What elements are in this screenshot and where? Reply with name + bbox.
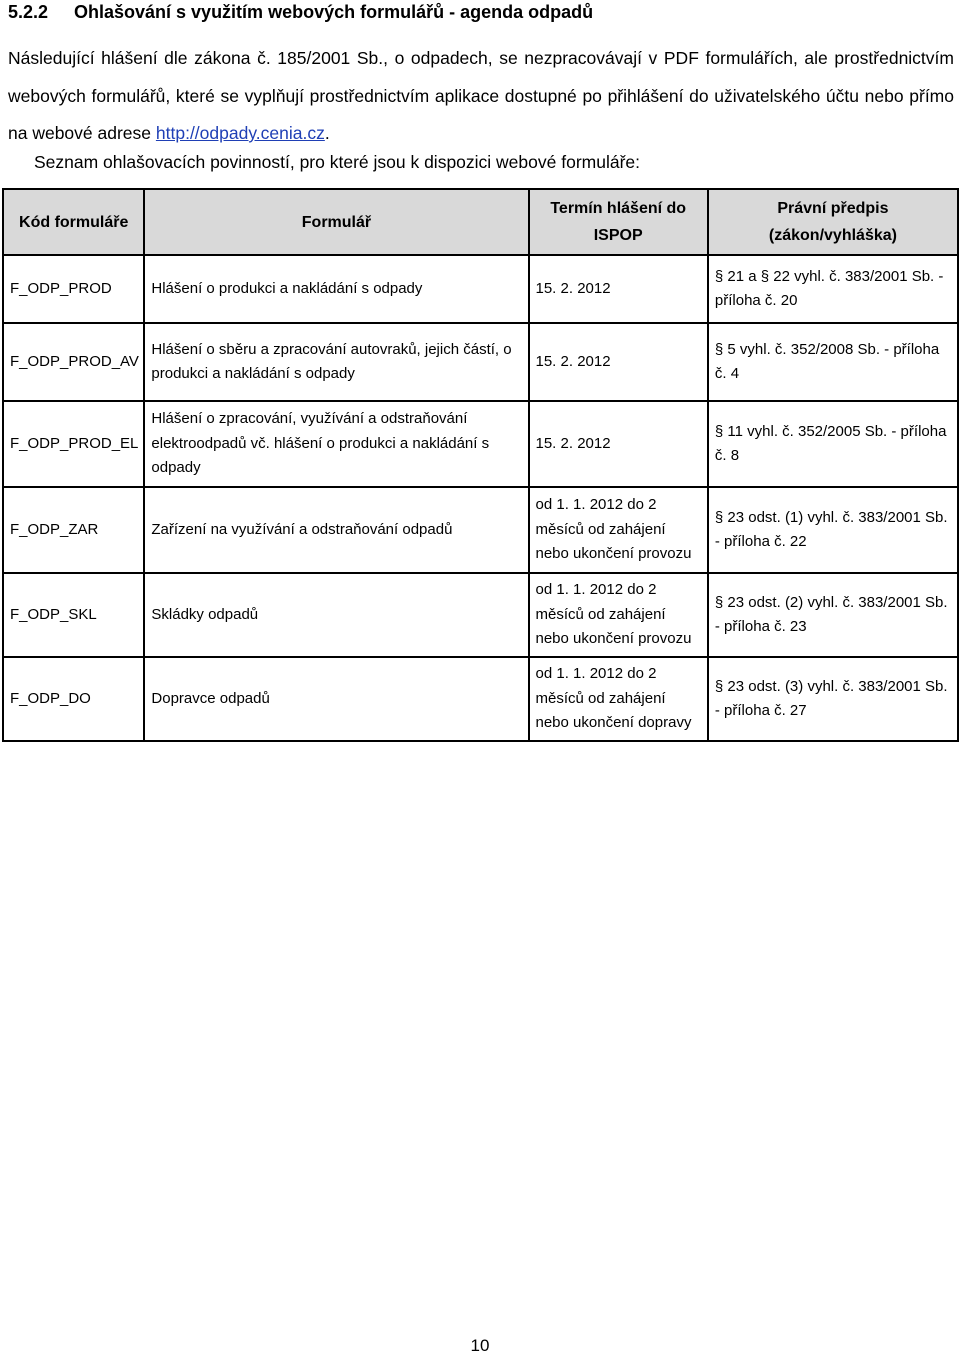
cell-law: § 23 odst. (3) vyhl. č. 383/2001 Sb. - příloha č. 27	[708, 657, 958, 741]
cell-term: od 1. 1. 2012 do 2 měsíců od zahájení nebo ukončení provozu	[529, 487, 708, 573]
cell-form: Hlášení o produkci a nakládání s odpady	[144, 255, 528, 323]
cell-code: F_ODP_SKL	[3, 573, 144, 657]
cell-law: § 23 odst. (2) vyhl. č. 383/2001 Sb. - příloha č. 23	[708, 573, 958, 657]
cell-law: § 11 vyhl. č. 352/2005 Sb. - příloha č. 8	[708, 401, 958, 487]
cell-code: F_ODP_PROD	[3, 255, 144, 323]
header-form: Formulář	[144, 189, 528, 255]
cell-form: Dopravce odpadů	[144, 657, 528, 741]
cell-term: 15. 2. 2012	[529, 401, 708, 487]
cell-form: Zařízení na využívání a odstraňování odpadů	[144, 487, 528, 573]
cell-term: 15. 2. 2012	[529, 255, 708, 323]
list-intro: Seznam ohlašovacích povinností, pro které jsou k dispozici webové formuláře:	[34, 152, 640, 172]
table-row	[3, 657, 958, 741]
table-row	[3, 255, 958, 323]
cell-term: od 1. 1. 2012 do 2 měsíců od zahájení nebo ukončení dopravy	[529, 657, 708, 741]
cell-form: Hlášení o zpracování, využívání a odstraňování elektroodpadů vč. hlášení o produkci a nakládání s odpady	[144, 401, 528, 487]
cell-law: § 5 vyhl. č. 352/2008 Sb. - příloha č. 4	[708, 323, 958, 401]
forms-table	[2, 188, 959, 742]
cell-code: F_ODP_ZAR	[3, 487, 144, 573]
cell-term: od 1. 1. 2012 do 2 měsíců od zahájení nebo ukončení provozu	[529, 573, 708, 657]
table-header-row	[3, 189, 958, 255]
table-row	[3, 323, 958, 401]
section-title: Ohlašování s využitím webových formulářů - agenda odpadů	[74, 2, 594, 22]
cell-code: F_ODP_PROD_EL	[3, 401, 144, 487]
header-term: Termín hlášení do ISPOP	[529, 189, 708, 255]
cell-code: F_ODP_PROD_AV	[3, 323, 144, 401]
cell-law: § 23 odst. (1) vyhl. č. 383/2001 Sb. - příloha č. 22	[708, 487, 958, 573]
cell-form: Skládky odpadů	[144, 573, 528, 657]
section-number: 5.2.2	[8, 2, 49, 22]
table-row	[3, 487, 958, 573]
cell-law: § 21 a § 22 vyhl. č. 383/2001 Sb. - příloha č. 20	[708, 255, 958, 323]
cell-code: F_ODP_DO	[3, 657, 144, 741]
table-row	[3, 573, 958, 657]
header-law: Právní předpis (zákon/vyhláška)	[708, 189, 958, 255]
intro-paragraph	[8, 40, 954, 153]
table-row	[3, 401, 958, 487]
section-heading	[8, 0, 593, 24]
page-number: 10	[470, 1336, 490, 1355]
cell-form: Hlášení o sběru a zpracování autovraků, jejich částí, o produkci a nakládání s odpady	[144, 323, 528, 401]
header-code: Kód formuláře	[3, 189, 144, 255]
cell-term: 15. 2. 2012	[529, 323, 708, 401]
odpady-cenia-link[interactable]: http://odpady.cenia.cz	[155, 123, 325, 143]
intro-text: Následující hlášení dle zákona č. 185/2001 Sb., o odpadech, se nezpracovávají v PDF formulářích, ale prostřednictvím webových formulářů, které se vyplňují prostřednictvím aplikace dostupné po přihlášení do uživatelského účtu nebo přímo na webové adrese	[8, 48, 954, 143]
intro-text-end: .	[324, 123, 330, 143]
